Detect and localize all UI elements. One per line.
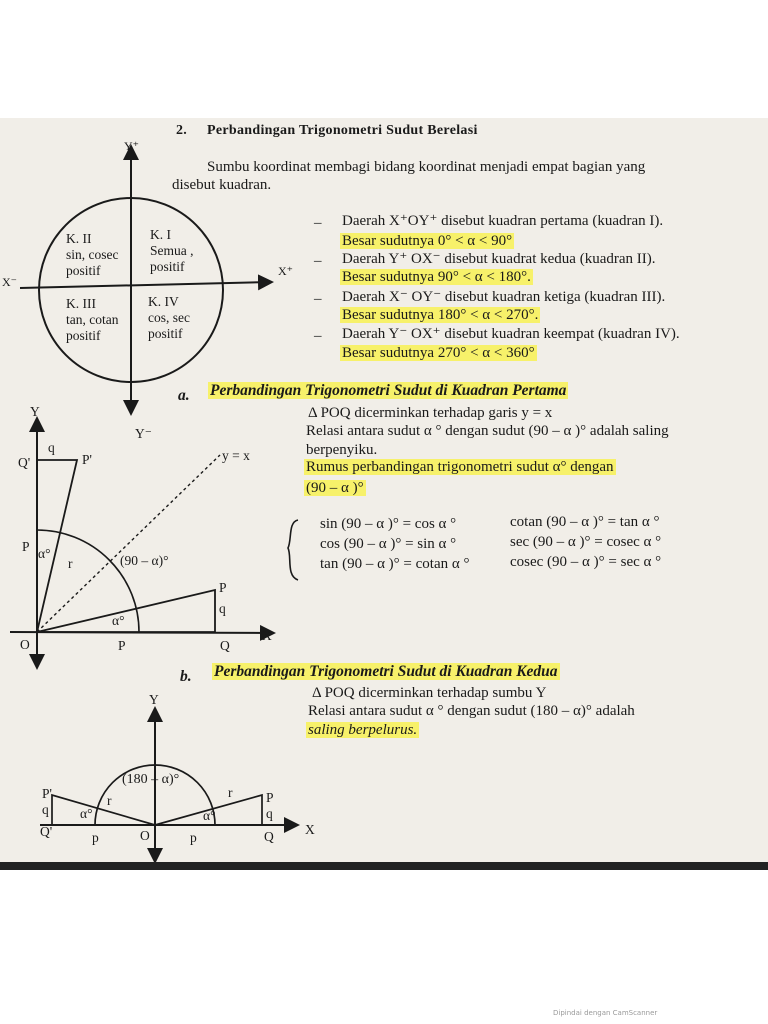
fig-b-label-alpha-right: α° — [203, 808, 216, 823]
fig-a-label-r: r — [68, 556, 73, 571]
fig-b-label-Y: Y — [149, 692, 159, 707]
section-title: Perbandingan Trigonometri Sudut Berelasi — [207, 123, 478, 138]
quadrant-3 — [66, 296, 118, 345]
quadrant-2-line1: sin, cosec — [66, 247, 119, 263]
fig-a-label-O: O — [20, 637, 30, 652]
fig-a-label-P-left: P — [22, 539, 30, 554]
region-4-range: Besar sudutnya 270° < α < 360° — [342, 345, 535, 361]
sub-b-line-3: saling berpelurus. — [308, 722, 418, 738]
intro-line-1: Sumbu koordinat membagi bidang koordinat menjadi empat bagian yang — [207, 159, 646, 175]
fig-b-label-p-right: p — [190, 830, 197, 845]
axis-x-plus: X⁺ — [278, 264, 293, 278]
region-2-range: Besar sudutnya 90° < α < 180°. — [342, 269, 531, 285]
quadrant-x-axis — [20, 282, 272, 288]
formula-right-1: cotan (90 – α )° = tan α ° — [510, 514, 660, 530]
formula-right-2: sec (90 – α )° = cosec α ° — [510, 534, 662, 550]
quadrant-4-line1: cos, sec — [148, 310, 190, 326]
fig-a-label-yx: y = x — [222, 448, 250, 463]
section-number: 2. — [176, 123, 188, 138]
region-1-dash: – — [314, 215, 322, 231]
region-4-text: Daerah Y⁻ OX⁺ disebut kuadran keempat (kuadran IV). — [342, 326, 680, 342]
formula-left-2: cos (90 – α )° = sin α ° — [320, 536, 457, 552]
quadrant-3-line1: tan, cotan — [66, 312, 119, 328]
axis-y-plus: Y⁺ — [124, 139, 139, 153]
axis-x-minus: X⁻ — [2, 275, 17, 289]
formula-right-3: cosec (90 – α )° = sec α ° — [510, 554, 662, 570]
region-3-range: Besar sudutnya 180° < α < 270°. — [342, 307, 539, 323]
fig-a-label-Q: Q — [220, 638, 230, 653]
fig-a-label-alpha-bottom: α° — [112, 613, 125, 628]
fig-b-label-P: P — [266, 790, 274, 805]
formula-brace — [288, 520, 298, 580]
fig-b-label-Q: Q — [264, 829, 274, 844]
quadrant-4 — [148, 294, 190, 343]
sub-a-line-1: Δ POQ dicerminkan terhadap garis y = x — [308, 405, 553, 421]
region-3-dash: – — [314, 291, 322, 307]
quadrant-1-name: K. I — [150, 227, 171, 242]
region-1-range: Besar sudutnya 0° < α < 90° — [342, 233, 513, 249]
sub-b-label: b. — [180, 668, 192, 685]
quadrant-4-line2: positif — [148, 326, 183, 342]
fig-b-label-X: X — [305, 822, 315, 837]
quadrant-2 — [66, 231, 118, 280]
sub-b-title: Perbandingan Trigonometri Sudut di Kuadran Kedua — [214, 663, 558, 680]
fig-b-left-triangle — [52, 795, 155, 825]
quadrant-1 — [150, 227, 194, 276]
scanner-watermark: Dipindai dengan CamScanner — [553, 1009, 658, 1017]
paper-edge — [0, 862, 768, 870]
fig-b-label-r-right: r — [228, 785, 233, 800]
fig-b-label-P-prime: P' — [42, 786, 52, 801]
fig-a-line-yx — [37, 455, 220, 632]
quadrant-3-line2: positif — [66, 328, 101, 344]
sub-b-line-2: Relasi antara sudut α ° dengan sudut (180 – α)° adalah — [308, 703, 635, 719]
sub-a-title: Perbandingan Trigonometri Sudut di Kuadran Pertama — [210, 382, 567, 399]
fig-b-label-q-left: q — [42, 802, 49, 817]
fig-a-label-q-top: q — [48, 440, 55, 455]
fig-b-label-p-left: p — [92, 830, 99, 845]
fig-b-label-O: O — [140, 828, 150, 843]
quadrant-1-line1: Semua , — [150, 243, 194, 259]
sub-a-line-3: berpenyiku. — [306, 442, 378, 458]
region-2-dash: – — [314, 253, 322, 269]
intro-line-2: disebut kuadran. — [172, 177, 272, 193]
region-1-text: Daerah X⁺OY⁺ disebut kuadran pertama (kuadran I). — [342, 213, 664, 229]
fig-a-label-q-right: q — [219, 601, 226, 616]
fig-a-label-P-prime: P' — [82, 452, 92, 467]
fig-a-label-angle: (90 – α)° — [120, 553, 169, 568]
fig-a-original-triangle — [37, 590, 215, 632]
sub-b-line-1: Δ POQ dicerminkan terhadap sumbu Y — [312, 685, 547, 701]
fig-a-label-alpha-left: α° — [38, 546, 51, 561]
fig-b-label-q-right: q — [266, 806, 273, 821]
sub-a-line-2: Relasi antara sudut α ° dengan sudut (90 – α )° adalah saling — [306, 423, 669, 439]
fig-a-label-Q-prime: Q' — [18, 455, 31, 470]
fig-b-label-Q-prime: Q' — [40, 824, 53, 839]
fig-a-label-Y: Y — [30, 404, 40, 419]
quadrant-2-name: K. II — [66, 231, 92, 246]
fig-b-label-r-left: r — [107, 793, 112, 808]
quadrant-1-line2: positif — [150, 259, 185, 275]
quadrant-4-name: K. IV — [148, 294, 179, 309]
quadrant-3-name: K. III — [66, 296, 96, 311]
axis-y-minus: Y⁻ — [135, 426, 152, 441]
fig-a-label-P-right: P — [219, 580, 227, 595]
sub-a-label: a. — [178, 387, 190, 404]
fig-a-label-X: X — [262, 628, 272, 643]
fig-b-label-alpha-left: α° — [80, 806, 93, 821]
region-4-dash: – — [314, 328, 322, 344]
formula-left-3: tan (90 – α )° = cotan α ° — [320, 556, 470, 572]
fig-a-label-P-bottom: P — [118, 638, 126, 653]
fig-b-label-angle: (180 – α)° — [122, 772, 180, 787]
sub-a-formula-title-2: (90 – α )° — [306, 480, 364, 496]
region-2-text: Daerah Y⁺ OX⁻ disebut kuadrat kedua (kuadran II). — [342, 251, 656, 267]
region-3-text: Daerah X⁻ OY⁻ disebut kuadran ketiga (kuadran III). — [342, 289, 666, 305]
quadrant-2-line2: positif — [66, 263, 101, 279]
sub-a-formula-title: Rumus perbandingan trigonometri sudut α° dengan — [306, 459, 614, 475]
formula-left-1: sin (90 – α )° = cos α ° — [320, 516, 457, 532]
